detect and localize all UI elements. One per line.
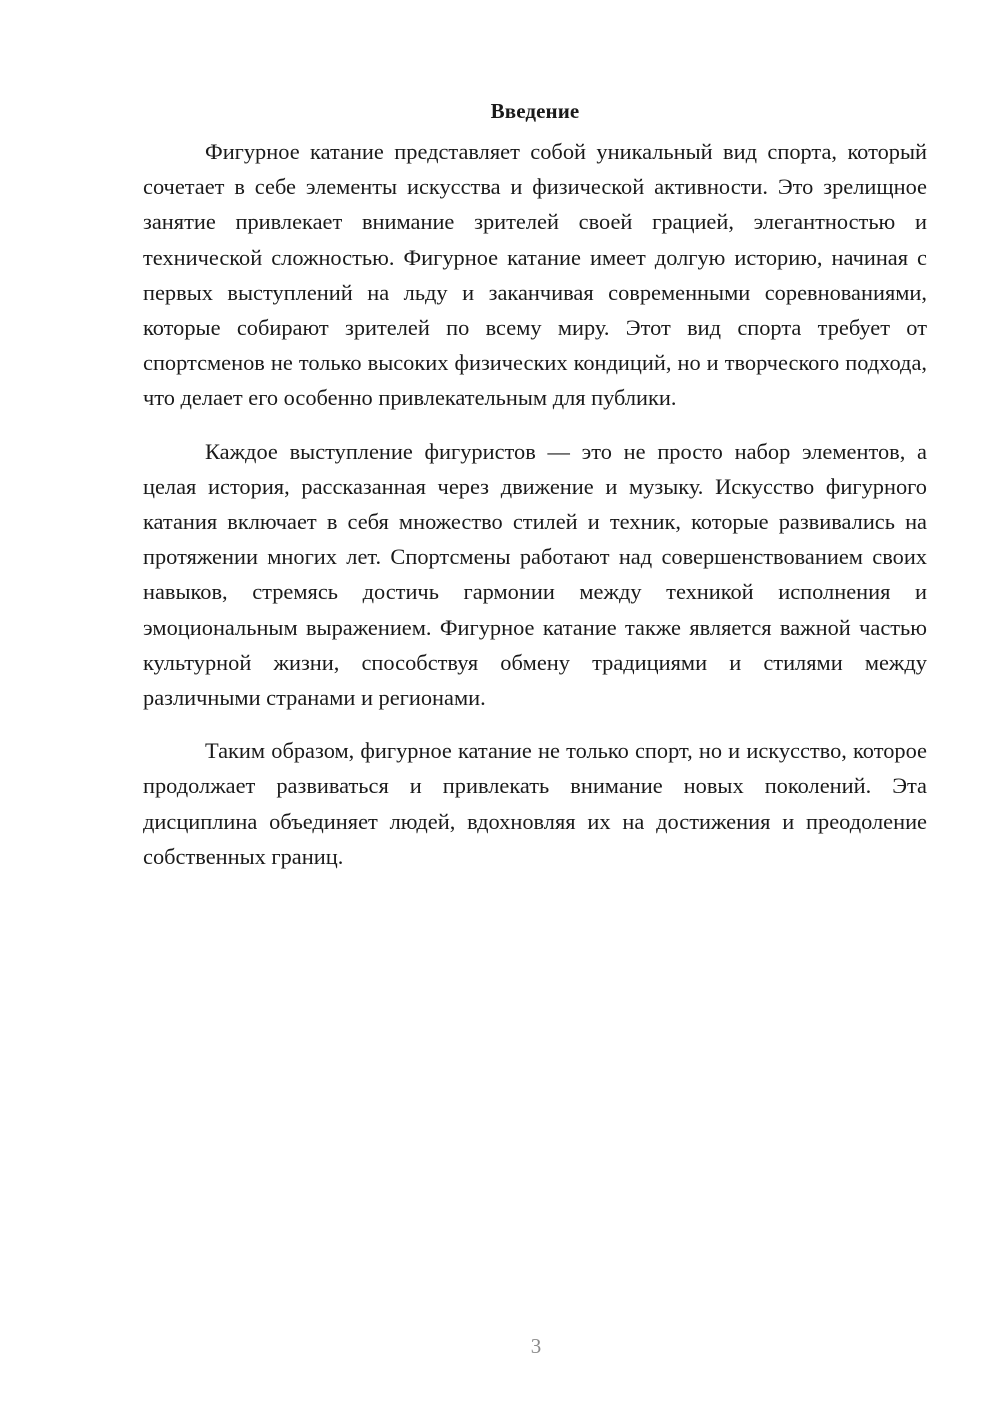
paragraph-1: Фигурное катание представляет собой уникальный вид спорта, который сочетает в себе элементы искусства и физической активности. Это зрелищное занятие привлекает внимание зрителей своей грацией, элегантностью и технической сложностью. Фигурное катание имеет долгую историю, начиная с первых выступлений на льду и заканчивая современными соревнованиями, которые собирают зрителей по всему миру. Этот вид спорта требует от спортсменов не только высоких физических кондиций, но и творческого подхода, что делает его особенно привлекательным для публики. (143, 139, 927, 411)
page-content (143, 96, 927, 892)
paragraph-2: Каждое выступление фигуристов — это не просто набор элементов, а целая история, рассказанная через движение и музыку. Искусство фигурного катания включает в себя множество стилей и техник, которые развивались на протяжении многих лет. Спортсмены работают над совершенствованием своих навыков, стремясь достичь гармонии между техникой исполнения и эмоциональным выражением. Фигурное катание также является важной частью культурной жизни, способствуя обмену традициями и стилями между различными странами и регионами. (143, 438, 927, 711)
page-number: 3 (530, 1334, 542, 1358)
page-heading: Введение (490, 99, 580, 123)
paragraph-3: Таким образом, фигурное катание не только спорт, но и искусство, которое продолжает развиваться и привлекать внимание новых поколений. Эта дисциплина объединяет людей, вдохновляя их на достижения и преодоление собственных границ. (143, 738, 927, 869)
